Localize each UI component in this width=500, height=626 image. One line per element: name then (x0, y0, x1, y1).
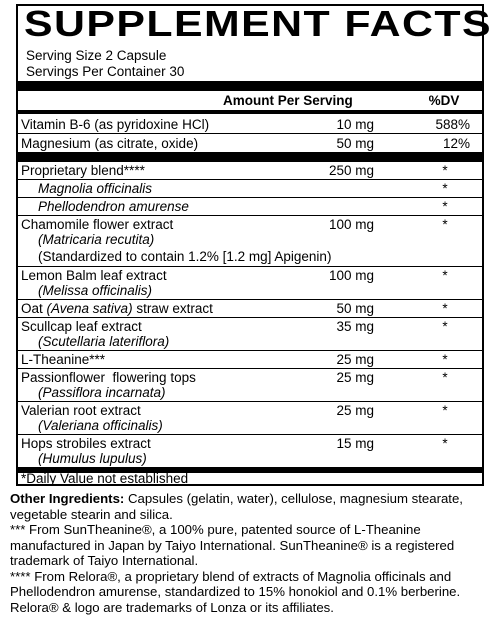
label-footer (10, 491, 490, 615)
nutrient-dv-magnesium: 12% (442, 136, 470, 151)
nutrient-name-vitamin-b6: Vitamin B-6 (as pyridoxine HCl) (21, 117, 210, 132)
suntheanine-footnote: *** From SunTheanine®, a 100% pure, patented source of L-Theanine manufactured in Japan by Taiyo International. SunTheanine® is a registered trademark of Taiyo International. (10, 522, 455, 568)
ingredient-name-chamomile: Chamomile flower extract (21, 217, 174, 232)
ingredient-amount-l-theanine: 25 mg (336, 352, 374, 367)
nutrient-amount-magnesium: 50 mg (336, 136, 374, 151)
thick-divider (18, 81, 482, 91)
ingredient-amount-proprietary-blend: 250 mg (328, 163, 374, 178)
ingredient-dv-oat: * (442, 301, 448, 316)
ingredient-dv-l-theanine: * (442, 352, 448, 367)
row-divider (18, 350, 482, 351)
ingredient-dv-passionflower: * (442, 370, 448, 385)
daily-value-note: *Daily Value not established (21, 471, 189, 486)
ingredient-amount-valerian: 25 mg (336, 403, 374, 418)
row-divider (18, 401, 482, 402)
row-divider (18, 266, 482, 267)
ingredient-dv-lemon-balm: * (442, 268, 448, 283)
row-divider (18, 133, 482, 134)
panel-title: SUPPLEMENT FACTS (24, 3, 492, 44)
nutrient-dv-vitamin-b6: 588% (435, 117, 470, 132)
relora-footnote: **** From Relora®, a proprietary blend of extracts of Magnolia officinals and Phellodendron amurense, standardized to 15% honokiol and 0.1% berberine. Relora® & logo are trademarks of Lonza or its affiliates. (10, 568, 461, 615)
row-divider (18, 368, 482, 369)
ingredient-latin-hops: (Humulus lupulus) (38, 451, 147, 466)
ingredient-dv-chamomile: * (442, 217, 448, 232)
ingredient-latin-valerian: (Valeriana officinalis) (38, 418, 163, 433)
ingredient-name-scullcap: Scullcap leaf extract (21, 319, 142, 334)
serving-size: Serving Size 2 Capsule (26, 48, 167, 63)
ingredient-latin-scullcap: (Scutellaria lateriflora) (38, 334, 170, 349)
servings-per-container: Servings Per Container 30 (26, 64, 185, 79)
amount-per-serving-header: Amount Per Serving (223, 93, 353, 108)
header-divider (18, 110, 482, 114)
row-divider (18, 179, 482, 180)
ingredient-amount-chamomile: 100 mg (328, 217, 374, 232)
ingredient-name-oat (21, 301, 213, 316)
ingredient-name-valerian: Valerian root extract (21, 403, 141, 418)
ingredient-standardization-chamomile: (Standardized to contain 1.2% [1.2 mg] Apigenin) (38, 249, 332, 264)
ingredient-dv-valerian: * (442, 403, 448, 418)
thick-divider (18, 152, 482, 162)
oat-prefix: Oat (21, 301, 47, 316)
ingredient-dv-hops: * (442, 436, 448, 451)
ingredient-latin-chamomile: (Matricaria recutita) (38, 232, 155, 247)
oat-suffix: straw extract (132, 301, 213, 316)
ingredient-amount-oat: 50 mg (336, 301, 374, 316)
oat-latin: (Avena sativa) (46, 301, 133, 316)
ingredient-name-passionflower: Passionflower flowering tops (21, 370, 196, 385)
row-divider (18, 197, 482, 198)
ingredient-dv-magnolia: * (442, 181, 448, 196)
row-divider (18, 317, 482, 318)
ingredient-dv-phellodendron: * (442, 199, 448, 214)
other-ingredients-label: Other Ingredients: (10, 491, 125, 506)
other-ingredients (10, 491, 490, 522)
row-divider (18, 215, 482, 216)
dv-header: %DV (428, 93, 460, 108)
nutrient-amount-vitamin-b6: 10 mg (336, 117, 374, 132)
ingredient-latin-passionflower: (Passiflora incarnata) (38, 385, 166, 400)
row-divider (18, 434, 482, 435)
ingredient-amount-passionflower: 25 mg (336, 370, 374, 385)
ingredient-name-phellodendron: Phellodendron amurense (38, 199, 189, 214)
nutrient-name-magnesium: Magnesium (as citrate, oxide) (21, 136, 199, 151)
ingredient-dv-scullcap: * (442, 319, 448, 334)
ingredient-name-magnolia: Magnolia officinalis (38, 181, 153, 196)
other-ingredients-text: Capsules (gelatin, water), cellulose, magnesium stearate, vegetable stearin and silica. (10, 491, 463, 522)
ingredient-latin-lemon-balm: (Melissa officinalis) (38, 283, 153, 298)
ingredient-amount-hops: 15 mg (336, 436, 374, 451)
ingredient-name-lemon-balm: Lemon Balm leaf extract (21, 268, 167, 283)
supplement-facts-panel (16, 3, 492, 486)
ingredient-name-hops: Hops strobiles extract (21, 436, 151, 451)
ingredient-amount-lemon-balm: 100 mg (328, 268, 374, 283)
ingredient-dv-proprietary-blend: * (442, 163, 448, 178)
ingredient-amount-scullcap: 35 mg (336, 319, 374, 334)
ingredient-name-l-theanine: L-Theanine*** (21, 352, 106, 367)
row-divider (18, 299, 482, 300)
ingredient-name-proprietary-blend: Proprietary blend**** (21, 163, 145, 178)
